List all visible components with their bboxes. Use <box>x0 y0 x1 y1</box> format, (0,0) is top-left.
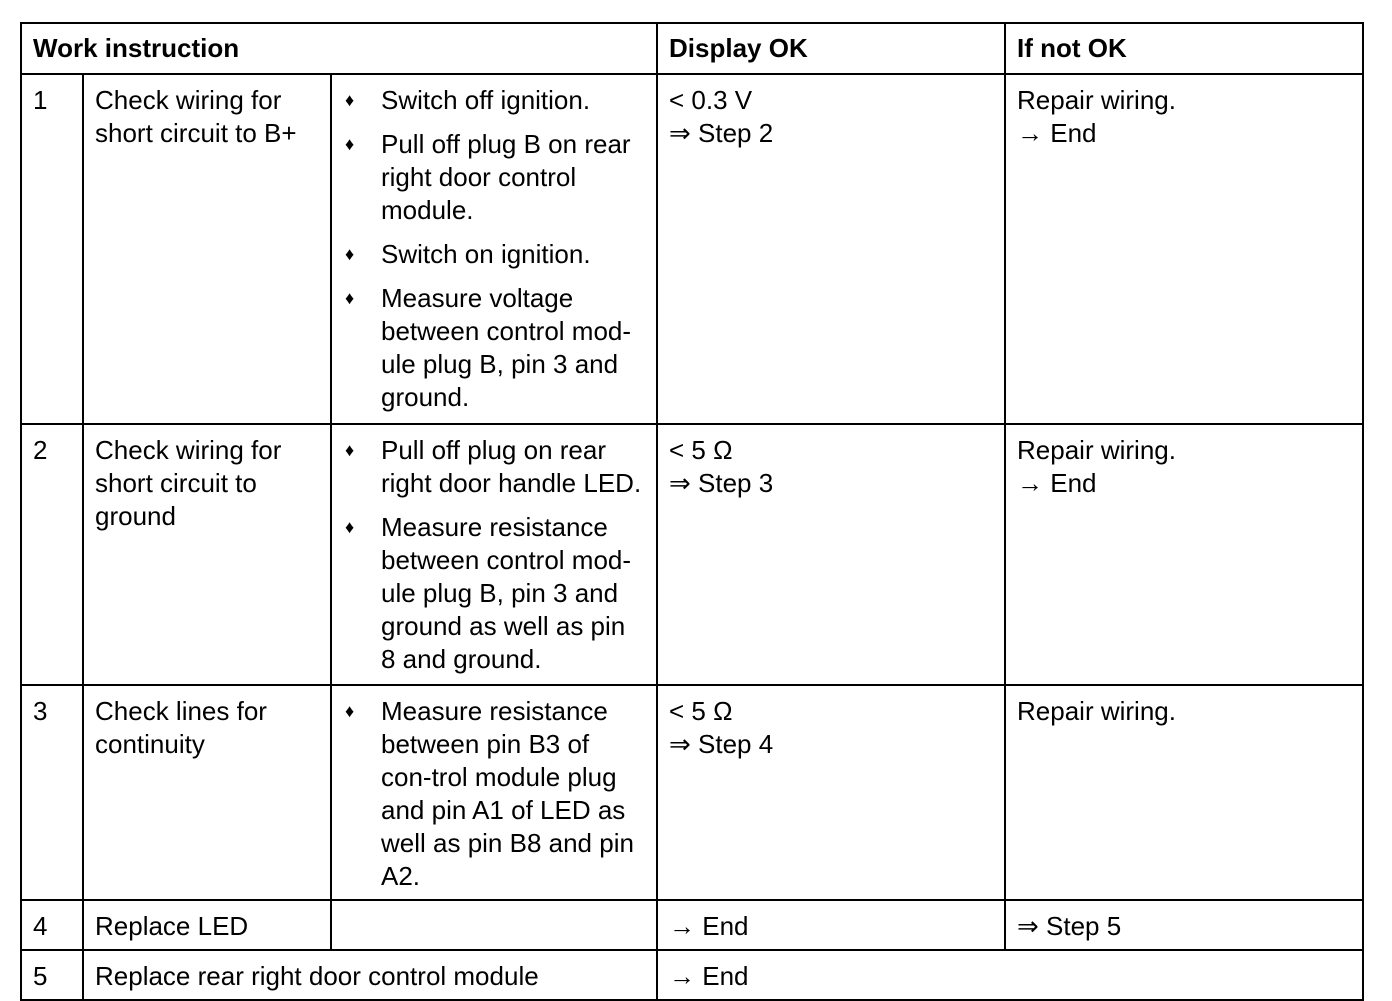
if-not-ok-cell <box>1005 900 1363 950</box>
display-ok-cell <box>657 685 1005 900</box>
display-ok-next: ⇒ Step 4 <box>669 729 774 759</box>
step-number: 1 <box>21 74 83 424</box>
table-row <box>21 950 1363 1000</box>
action-list <box>343 84 646 414</box>
action-text: Pull off plug B on rear right door control module. <box>381 129 631 225</box>
header-work-instruction: Work instruction <box>21 23 657 74</box>
table-row <box>21 900 1363 950</box>
step-number: 3 <box>21 685 83 900</box>
check-description: Replace LED <box>83 900 331 950</box>
display-ok-cell <box>657 950 1363 1000</box>
action-list <box>343 695 646 893</box>
list-item <box>343 84 646 117</box>
diamond-bullet-icon: ♦ <box>345 288 355 308</box>
action-text: Switch off ignition. <box>381 85 591 115</box>
check-description: Check lines for continuity <box>83 685 331 900</box>
list-item <box>343 238 646 271</box>
display-ok-cell <box>657 74 1005 424</box>
action-list <box>343 434 646 676</box>
if-not-ok-cell <box>1005 685 1363 900</box>
list-item <box>343 128 646 227</box>
list-item <box>343 511 646 676</box>
if-not-ok-next: → End <box>1017 468 1097 498</box>
display-ok-value: < 5 Ω <box>669 696 733 726</box>
action-text: Pull off plug on rear right door handle LED. <box>381 435 642 498</box>
if-not-ok-action: Repair wiring. <box>1017 85 1176 115</box>
if-not-ok-cell <box>1005 424 1363 685</box>
table-row <box>21 74 1363 424</box>
action-list-cell <box>331 424 657 685</box>
action-list-cell <box>331 900 657 950</box>
step-number: 2 <box>21 424 83 685</box>
display-ok-next: ⇒ Step 3 <box>669 468 774 498</box>
step-number: 5 <box>21 950 83 1000</box>
action-list-cell <box>331 685 657 900</box>
table-header-row <box>21 23 1363 74</box>
action-text: Measure voltage between control mod-ule plug B, pin 3 and ground. <box>381 283 632 412</box>
check-description: Replace rear right door control module <box>83 950 657 1000</box>
if-not-ok-cell <box>1005 74 1363 424</box>
table-row <box>21 685 1363 900</box>
check-description: Check wiring for short circuit to ground <box>83 424 331 685</box>
display-ok-next: ⇒ Step 2 <box>669 118 774 148</box>
list-item <box>343 434 646 500</box>
display-ok-cell <box>657 900 1005 950</box>
header-if-not-ok: If not OK <box>1005 23 1363 74</box>
display-ok-value: < 5 Ω <box>669 435 733 465</box>
display-ok-value: < 0.3 V <box>669 85 753 115</box>
display-ok-cell <box>657 424 1005 685</box>
if-not-ok-next: ⇒ Step 5 <box>1017 911 1122 941</box>
action-text: Measure resistance between pin B3 of con-trol module plug and pin A1 of LED as well as pin B8 and pin A2. <box>381 696 634 891</box>
work-instruction-table <box>20 22 1364 1001</box>
check-description: Check wiring for short circuit to B+ <box>83 74 331 424</box>
diamond-bullet-icon: ♦ <box>345 244 355 264</box>
action-list-cell <box>331 74 657 424</box>
action-text: Switch on ignition. <box>381 239 591 269</box>
list-item <box>343 282 646 414</box>
step-number: 4 <box>21 900 83 950</box>
table-row <box>21 424 1363 685</box>
diamond-bullet-icon: ♦ <box>345 90 355 110</box>
header-display-ok: Display OK <box>657 23 1005 74</box>
diamond-bullet-icon: ♦ <box>345 517 355 537</box>
list-item <box>343 695 646 893</box>
diamond-bullet-icon: ♦ <box>345 440 355 460</box>
if-not-ok-next: → End <box>1017 118 1097 148</box>
if-not-ok-action: Repair wiring. <box>1017 435 1176 465</box>
display-ok-next: → End <box>669 961 749 991</box>
action-text: Measure resistance between control mod-ule plug B, pin 3 and ground as well as pin 8 and ground. <box>381 512 632 674</box>
display-ok-next: → End <box>669 911 749 941</box>
if-not-ok-action: Repair wiring. <box>1017 696 1176 726</box>
diamond-bullet-icon: ♦ <box>345 134 355 154</box>
diamond-bullet-icon: ♦ <box>345 701 355 721</box>
